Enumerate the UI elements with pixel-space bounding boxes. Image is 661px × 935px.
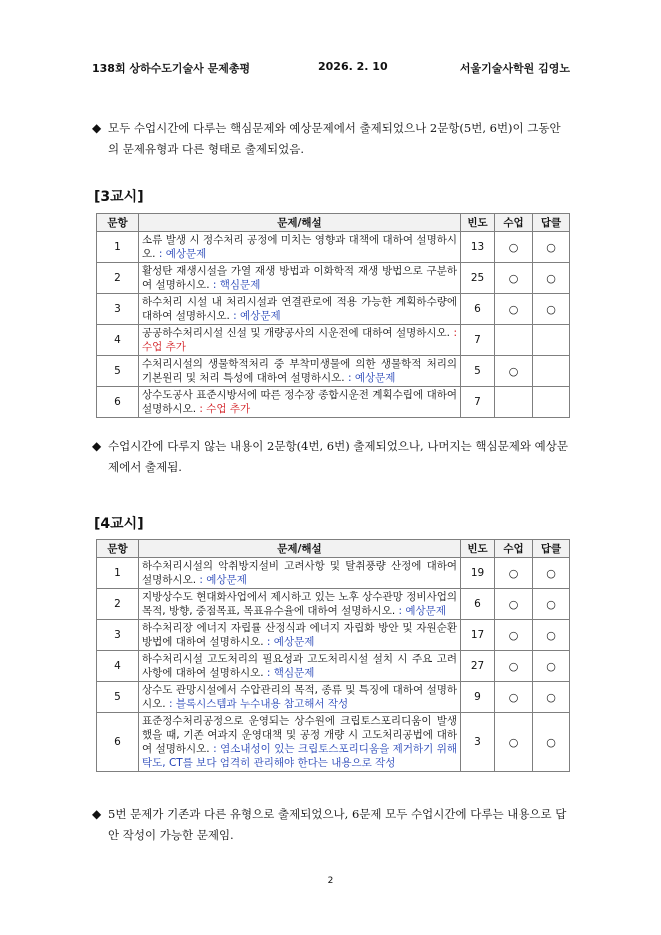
intro-note bbox=[92, 118, 570, 160]
question-text: 활성탄 재생시설을 가열 재생 방법과 이화학적 재생 방법으로 구분하여 설명하시오. bbox=[142, 265, 457, 291]
diamond-bullet-icon: ◆ bbox=[92, 439, 102, 453]
circle-mark-icon: ○ bbox=[546, 690, 556, 704]
class-covered-mark bbox=[495, 356, 533, 387]
header-school: 서울기술사학원 김영노 bbox=[459, 62, 570, 75]
question-cell bbox=[139, 682, 461, 713]
reply-mark bbox=[533, 682, 570, 713]
question-number: 2 bbox=[97, 589, 139, 620]
question-text: 표준정수처리공정으로 운영되는 상수원에 크립토스포리디움이 발생했을 때, 기존 여과지 운영대책 및 공정 개량 시 고도처리공법에 대하여 설명하시오. bbox=[142, 715, 457, 755]
circle-mark-icon: ○ bbox=[546, 659, 556, 673]
frequency-value: 6 bbox=[461, 294, 495, 325]
diamond-bullet-icon: ◆ bbox=[92, 121, 102, 135]
question-number: 4 bbox=[97, 325, 139, 356]
question-tag: : 수업 추가 bbox=[196, 403, 251, 415]
reply-mark bbox=[533, 232, 570, 263]
question-text: 공공하수처리시설 신설 및 개량공사의 시운전에 대하여 설명하시오. bbox=[142, 327, 450, 339]
reply-mark bbox=[533, 589, 570, 620]
question-number: 3 bbox=[97, 620, 139, 651]
circle-mark-icon: ○ bbox=[508, 597, 519, 611]
col-class-header: 수업 bbox=[495, 540, 533, 558]
class-covered-mark bbox=[495, 651, 533, 682]
question-cell bbox=[139, 387, 461, 418]
frequency-value: 3 bbox=[461, 713, 495, 772]
col-freq-header: 빈도 bbox=[461, 540, 495, 558]
circle-mark-icon: ○ bbox=[508, 364, 519, 378]
header-title: 138회 상하수도기술사 문제총평 bbox=[92, 62, 251, 75]
question-cell bbox=[139, 589, 461, 620]
class-covered-mark bbox=[495, 620, 533, 651]
question-number: 3 bbox=[97, 294, 139, 325]
question-tag: : 수업 추가 bbox=[142, 327, 457, 353]
reply-mark bbox=[533, 294, 570, 325]
col-class-header: 수업 bbox=[495, 214, 533, 232]
frequency-value: 9 bbox=[461, 682, 495, 713]
question-number: 2 bbox=[97, 263, 139, 294]
mid-note bbox=[92, 436, 570, 478]
question-cell bbox=[139, 558, 461, 589]
question-tag: : 블록시스템과 누수내용 참고해서 작성 bbox=[165, 698, 349, 710]
question-tag: : 예상문제 bbox=[344, 372, 396, 384]
circle-mark-icon: ○ bbox=[546, 302, 556, 316]
question-text: 상수도공사 표준시방서에 따른 정수장 종합시운전 계획수립에 대하여 설명하시오. bbox=[142, 389, 457, 415]
question-number: 4 bbox=[97, 651, 139, 682]
question-number: 5 bbox=[97, 682, 139, 713]
question-tag: : 예상문제 bbox=[395, 605, 446, 617]
question-cell bbox=[139, 651, 461, 682]
mid-note-text: 수업시간에 다루지 않는 내용이 2문항(4번, 6번) 출제되었으나, 나머지는 핵심문제와 예상문제에서 출제됨. bbox=[108, 439, 568, 474]
table-row bbox=[97, 651, 570, 682]
question-tag: : 염소내성이 있는 크립토스포리디움을 제거하기 위해 탁도, CT를 보다 엄격히 관리해야 한다는 내용으로 작성 bbox=[142, 743, 457, 769]
question-tag: : 예상문제 bbox=[263, 636, 315, 648]
frequency-value: 7 bbox=[461, 387, 495, 418]
reply-mark bbox=[533, 651, 570, 682]
question-text: 수처리시설의 생물학적처리 중 부착미생물에 의한 생물학적 처리의 기본원리 및 처리 특성에 대하여 설명하시오. bbox=[142, 358, 457, 384]
reply-mark bbox=[533, 620, 570, 651]
question-number: 6 bbox=[97, 387, 139, 418]
frequency-value: 6 bbox=[461, 589, 495, 620]
table-row bbox=[97, 263, 570, 294]
circle-mark-icon: ○ bbox=[508, 690, 519, 704]
question-cell bbox=[139, 263, 461, 294]
circle-mark-icon: ○ bbox=[546, 628, 556, 642]
table-row bbox=[97, 232, 570, 263]
circle-mark-icon: ○ bbox=[546, 735, 556, 749]
question-text: 상수도 관망시설에서 수압관리의 목적, 종류 및 특징에 대하여 설명하시오. bbox=[142, 684, 457, 710]
col-reply-header: 답클 bbox=[533, 214, 570, 232]
question-tag: : 예상문제 bbox=[229, 310, 281, 322]
end-note-text: 5번 문제가 기존과 다른 유형으로 출제되었으나, 6문제 모두 수업시간에 다루는 내용으로 답안 작성이 가능한 문제임. bbox=[108, 807, 567, 842]
circle-mark-icon: ○ bbox=[508, 240, 519, 254]
frequency-value: 25 bbox=[461, 263, 495, 294]
circle-mark-icon: ○ bbox=[508, 566, 519, 580]
table-row bbox=[97, 356, 570, 387]
section-3-table bbox=[96, 213, 570, 418]
frequency-value: 17 bbox=[461, 620, 495, 651]
circle-mark-icon: ○ bbox=[508, 271, 519, 285]
reply-mark bbox=[533, 558, 570, 589]
question-number: 1 bbox=[97, 232, 139, 263]
table-row bbox=[97, 325, 570, 356]
table-row bbox=[97, 682, 570, 713]
circle-mark-icon: ○ bbox=[546, 240, 556, 254]
reply-mark bbox=[533, 263, 570, 294]
circle-mark-icon: ○ bbox=[546, 597, 556, 611]
circle-mark-icon: ○ bbox=[508, 735, 519, 749]
class-covered-mark bbox=[495, 589, 533, 620]
class-covered-mark bbox=[495, 682, 533, 713]
col-question-header: 문제/해설 bbox=[139, 540, 461, 558]
page-number: 2 bbox=[327, 876, 334, 886]
circle-mark-icon: ○ bbox=[546, 271, 556, 285]
circle-mark-icon: ○ bbox=[508, 659, 519, 673]
reply-mark bbox=[533, 387, 570, 418]
question-cell bbox=[139, 356, 461, 387]
question-text: 하수처리 시설 내 처리시설과 연결관로에 적용 가능한 계획하수량에 대하여 설명하시오. bbox=[142, 296, 457, 322]
reply-mark bbox=[533, 325, 570, 356]
reply-mark bbox=[533, 713, 570, 772]
table-row bbox=[97, 558, 570, 589]
question-cell bbox=[139, 294, 461, 325]
question-number: 6 bbox=[97, 713, 139, 772]
table-row bbox=[97, 589, 570, 620]
class-covered-mark bbox=[495, 263, 533, 294]
class-covered-mark bbox=[495, 713, 533, 772]
frequency-value: 13 bbox=[461, 232, 495, 263]
question-cell bbox=[139, 713, 461, 772]
page-header bbox=[92, 60, 570, 78]
frequency-value: 5 bbox=[461, 356, 495, 387]
class-covered-mark bbox=[495, 232, 533, 263]
col-question-header: 문제/해설 bbox=[139, 214, 461, 232]
class-covered-mark bbox=[495, 558, 533, 589]
question-tag: : 예상문제 bbox=[155, 248, 207, 260]
table-header-row bbox=[97, 214, 570, 232]
question-cell bbox=[139, 325, 461, 356]
question-tag: : 핵심문제 bbox=[209, 279, 261, 291]
circle-mark-icon: ○ bbox=[508, 628, 519, 642]
section-4-title: [4교시] bbox=[94, 516, 144, 532]
col-reply-header: 답클 bbox=[533, 540, 570, 558]
frequency-value: 7 bbox=[461, 325, 495, 356]
class-covered-mark bbox=[495, 294, 533, 325]
question-text: 지방상수도 현대화사업에서 제시하고 있는 노후 상수관망 정비사업의 목적, 방향, 중점목표, 목표유수율에 대하여 설명하시오. bbox=[142, 591, 457, 617]
circle-mark-icon: ○ bbox=[546, 566, 556, 580]
section-4-rows bbox=[97, 558, 570, 772]
end-note bbox=[92, 804, 570, 846]
section-3-title: [3교시] bbox=[94, 189, 144, 205]
question-text: 하수처리시설 고도처리의 필요성과 고도처리시설 설치 시 주요 고려사항에 대하여 설명하시오. bbox=[142, 653, 457, 679]
reply-mark bbox=[533, 356, 570, 387]
question-text: 소류 발생 시 정수처리 공정에 미치는 영향과 대책에 대하여 설명하시오. bbox=[142, 234, 457, 260]
question-number: 5 bbox=[97, 356, 139, 387]
class-covered-mark bbox=[495, 387, 533, 418]
diamond-bullet-icon: ◆ bbox=[92, 807, 102, 821]
question-cell bbox=[139, 232, 461, 263]
table-header-row bbox=[97, 540, 570, 558]
question-text: 하수처리시설의 악취방지설비 고려사항 및 탈취풍량 산정에 대하여 설명하시오. bbox=[142, 560, 457, 586]
header-date: 2026. 2. 10 bbox=[318, 60, 388, 73]
circle-mark-icon: ○ bbox=[508, 302, 519, 316]
question-number: 1 bbox=[97, 558, 139, 589]
table-row bbox=[97, 294, 570, 325]
col-freq-header: 빈도 bbox=[461, 214, 495, 232]
question-text: 하수처리장 에너지 자립률 산정식과 에너지 자립화 방안 및 자원순환 방법에 대하여 설명하시오. bbox=[142, 622, 457, 648]
section-3-rows bbox=[97, 232, 570, 418]
question-cell bbox=[139, 620, 461, 651]
class-covered-mark bbox=[495, 325, 533, 356]
col-num-header: 문항 bbox=[97, 214, 139, 232]
question-tag: : 예상문제 bbox=[196, 574, 247, 586]
intro-note-text: 모두 수업시간에 다루는 핵심문제와 예상문제에서 출제되었으나 2문항(5번, 6번)이 그동안의 문제유형과 다른 형태로 출제되었음. bbox=[108, 121, 561, 156]
col-num-header: 문항 bbox=[97, 540, 139, 558]
table-row bbox=[97, 713, 570, 772]
table-row bbox=[97, 387, 570, 418]
table-row bbox=[97, 620, 570, 651]
question-tag: : 핵심문제 bbox=[263, 667, 315, 679]
section-4-table bbox=[96, 539, 570, 772]
frequency-value: 27 bbox=[461, 651, 495, 682]
frequency-value: 19 bbox=[461, 558, 495, 589]
